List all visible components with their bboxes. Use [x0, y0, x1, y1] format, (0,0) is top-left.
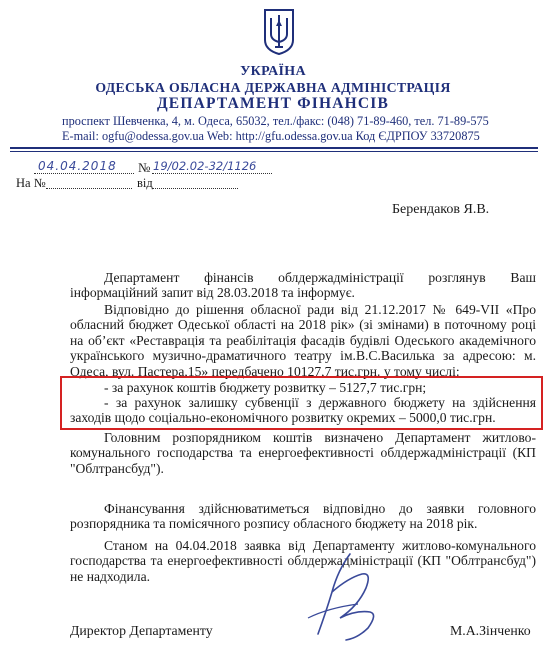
signatory-position: Директор Департаменту [70, 623, 213, 638]
incoming-date-line [152, 188, 238, 189]
paragraph-1: Департамент фінансів облдержадміністрації розглянув Ваш інформаційний запит від 28.03.2018 та інформує. [70, 270, 536, 301]
reg-number-line [152, 173, 272, 174]
addressee: Берендаков Я.В. [392, 202, 490, 217]
reg-date-line [34, 173, 134, 174]
signatory-name: М.А.Зінченко [450, 623, 531, 638]
incoming-date-label: від [137, 176, 153, 190]
header-divider-thin [10, 151, 538, 152]
country-title: УКРАЇНА [240, 64, 306, 79]
header-divider [10, 147, 538, 149]
paragraph-5: Станом на 04.04.2018 заявка від Департаменту житлово-комунального господарства та енергоефективності облдержадміністрації (КП "Облтрансбуд") не надходила. [70, 538, 536, 584]
reg-number-label: № [138, 160, 151, 175]
address-line: проспект Шевченка, 4, м. Одеса, 65032, тел./факс: (048) 71-89-460, тел. 71-89-575 [62, 114, 489, 128]
contacts-line: E-mail: ogfu@odessa.gov.ua Web: http://gfu.odessa.gov.ua Код ЄДРПОУ 33720875 [62, 129, 480, 143]
reg-date: 04.04.2018 [38, 159, 117, 173]
reg-number: 19/02.02-32/1126 [153, 159, 257, 173]
bullet-state-subvention: - за рахунок залишку субвенції з державного бюджету на здійснення заходів щодо соціально-економічного розвитку окремих – 5000,0 тис.грн. [70, 395, 536, 426]
coat-of-arms-icon [262, 6, 296, 56]
paragraph-4: Фінансування здійснюватиметься відповідно до заявки головного розпорядника та помісячного розпису обласного бюджету на 2018 рік. [70, 501, 536, 532]
bullet-development-budget: - за рахунок коштів бюджету розвитку – 5127,7 тис.грн; [104, 380, 427, 395]
department-title: ДЕПАРТАМЕНТ ФІНАНСІВ [156, 95, 390, 112]
admin-title: ОДЕСЬКА ОБЛАСНА ДЕРЖАВНА АДМІНІСТРАЦІЯ [95, 80, 451, 95]
incoming-number-line [46, 188, 132, 189]
paragraph-2: Відповідно до рішення обласної ради від 21.12.2017 № 649-VII «Про обласний бюджет Одеської області на 2018 рік» (зі змінами) в поточному році на об’єкт «Реставрація та реабілітація фасадів будівлі Одеського академічного українського музично-драматичного театру ім.В.С.Василька за адресою: м. Одеса, вул. Пастера,15» передбачено 10127,7 тис.грн. у тому числі: [70, 302, 536, 379]
paragraph-3: Головним розпорядником коштів визначено Департамент житлово-комунального господарства та енергоефективності облдержадміністрації (КП "Облтрансбуд"). [70, 430, 536, 476]
handwritten-signature [298, 548, 388, 644]
incoming-number-label: На № [16, 176, 46, 190]
